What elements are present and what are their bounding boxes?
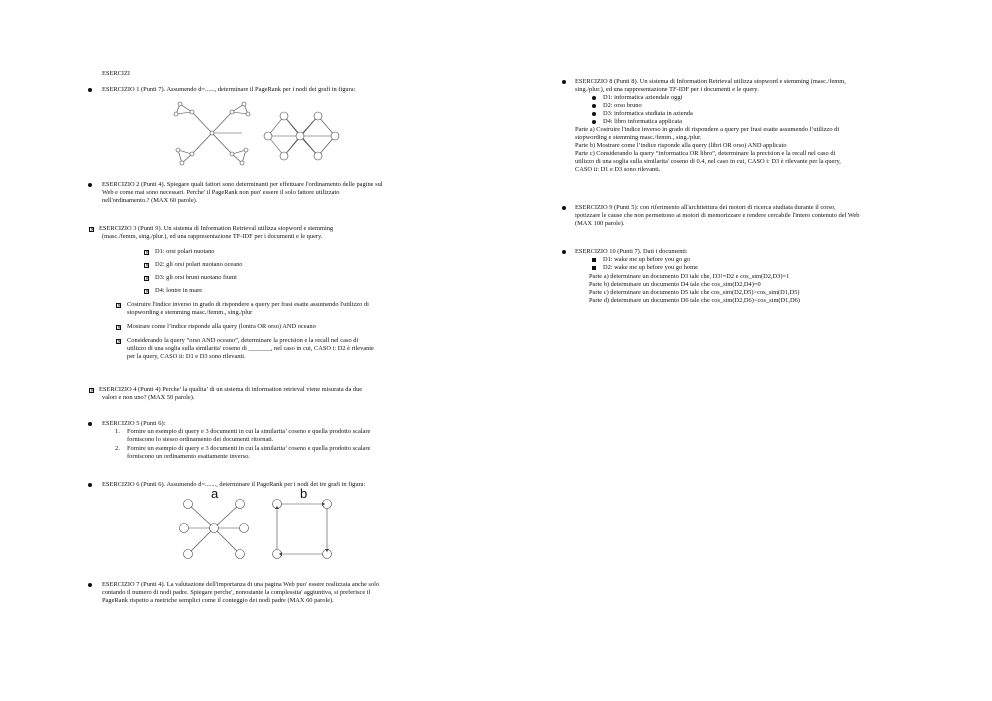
bullet-icon xyxy=(88,88,92,92)
checkbox-icon: × xyxy=(90,388,95,394)
exercise-2-line-2: Web e come mai sono necessari. Perche' il PageRank non puo' essere il solo fattore utilizzato xyxy=(102,189,340,196)
square-bullet-icon xyxy=(592,266,596,270)
square-bullet-icon xyxy=(592,258,596,262)
exercise-4-line-2: valori e non uno? (MAX 50 parole). xyxy=(102,394,195,401)
exercise-3-part-a-line-2: stopwording e stemming masc./femm., sing./plur xyxy=(127,309,253,316)
exercise-10-title: ESERCIZIO 10 (Punti 7). Dati i documenti: xyxy=(575,248,688,255)
exercise-2-line-1: ESERCIZIO 2 (Punti 4). Spiegare quali fattori sono determinanti per effettuare l'ordinamento delle pagine sul xyxy=(102,181,383,188)
exercise-3-part-a-line-1: Costruire l'indice inverso in grado di rispondere a query per frasi esatte assumendo l'utilizzo di xyxy=(127,301,369,308)
exercise-7-line-2: contando il numero di nodi padre. Spiegare perche', nonostante la complessita' aggiuntiva, si preferisce il xyxy=(102,589,371,596)
exercise-3-part-c-line-3: per la query, CASO ii: D1 e D3 sono rilevanti. xyxy=(127,353,246,360)
bullet-icon xyxy=(592,120,596,124)
bullet-icon xyxy=(88,583,92,587)
exercise-10-doc-1: D1: wake me up before you go go xyxy=(603,256,691,263)
bullet-icon xyxy=(562,80,566,84)
exercise-9-line-3: (MAX 100 parole). xyxy=(575,220,625,227)
exercise-8-line-1: ESERCIZIO 8 (Punti 8). Un sistema di Information Retrieval utilizza stopword e stemming (masc./femm, xyxy=(575,78,846,85)
exercise-5-item-1-number: 1. xyxy=(115,428,120,435)
bullet-icon xyxy=(592,112,596,116)
checkbox-icon: × xyxy=(117,303,122,309)
exercise-10-part-c: Parte c) determinare un documento D5 tale che cos_sim(D2,D5)>cos_sim(D1,D5) xyxy=(589,289,800,296)
exercise-8-part-line-3: Parte b) Mostrare come l’indice risponde alla query (libri OR orso) AND applicato xyxy=(575,142,787,149)
exercise-7-line-1: ESERCIZIO 7 (Punti 4). La valutazione dell'importanza di una pagina Web puo' essere realizzata anche solo xyxy=(102,581,380,588)
checkbox-icon: × xyxy=(145,263,150,269)
exercise-8-part-line-4: Parte c) Considerando la query “informatica OR libro”, determinare la precision e la recall nel caso di xyxy=(575,150,836,157)
exercise-1-graph-figure xyxy=(170,100,345,170)
exercise-8-doc-2: D2: orso bruno xyxy=(603,102,642,109)
checkbox-icon: × xyxy=(90,227,95,233)
exercise-3-doc-4: D4: lontre in mare xyxy=(155,287,203,294)
exercise-3-part-c-line-2: utilizzo di una soglia sulla similarita' coseno di _______, nel caso in cui, CASO i: D2 è rilevante xyxy=(127,345,374,352)
exercise-8-doc-3: D3: informatica studiata in azienda xyxy=(603,110,693,117)
exercise-3-part-b: Mostrare come l’indice risponde alla query (lontra OR orso) AND oceano xyxy=(127,323,316,330)
exercise-8-part-line-6: CASO ii: D1 e D3 sono rilevanti. xyxy=(575,166,661,173)
graph-label-a: a xyxy=(211,486,219,501)
checkbox-icon: × xyxy=(145,250,150,256)
exercise-2-line-3: nell'ordinamento.? (MAX 60 parole). xyxy=(102,197,198,204)
exercise-9-line-2: ipotizzare le cause che non permettono ai motori di memorizzare e rendere cercabile l'intero contenuto del Web xyxy=(575,212,860,219)
bullet-icon xyxy=(88,183,92,187)
bullet-icon xyxy=(592,96,596,100)
checkbox-icon: × xyxy=(117,325,122,331)
exercise-8-doc-4: D4: libro informatica applicata xyxy=(603,118,682,125)
exercise-5-item-2-line-2: forniscono un ordinamento esattamente inverso. xyxy=(127,453,250,460)
exercise-4-line-1: ESERCIZIO 4 (Punti 4) Perche’ la qualita’ di un sistema di information retrieval viene misurata da due xyxy=(99,386,363,393)
exercise-5-item-2-line-1: Fornire un esempio di query e 3 documenti in cui la similarita’ coseno e quella prodotto scalare xyxy=(127,445,371,452)
exercise-1-text: ESERCIZIO 1 (Punti 7). Assumendo d=......, determinare il PageRank per i nodi dei grafi in figura: xyxy=(102,86,356,93)
exercise-5-item-1-line-1: Fornire un esempio di query e 3 documenti in cui la similarita’ coseno e quella prodotto scalare xyxy=(127,428,371,435)
bullet-icon xyxy=(88,422,92,426)
bullet-icon xyxy=(88,483,92,487)
exercise-6-graph-figure xyxy=(178,498,338,566)
bullet-icon xyxy=(562,250,566,254)
exercise-3-doc-1: D1: orsi polari nuotano xyxy=(155,248,215,255)
exercise-5-item-2-number: 2. xyxy=(115,445,120,452)
bullet-icon xyxy=(562,206,566,210)
exercise-8-part-line-5: utilizzo di una soglia sulla similarita' coseno di 0.4, nel caso in cui, CASO i: D3 è rilevante per la query, xyxy=(575,158,841,165)
exercise-6-text: ESERCIZIO 6 (Punti 6). Assumendo d=......., determinare il PageRank per i nodi dei tre grafi in figura: xyxy=(102,481,366,488)
exercise-9-line-1: ESERCIZIO 9 (Punti 5): con riferimento all'architettura dei motori di ricerca studiata durante il corso, xyxy=(575,204,836,211)
page-title: ESERCIZI xyxy=(102,70,131,77)
exercise-3-line-1: ESERCIZIO 3 (Punti 9). Un sistema di Information Retrieval utilizza stopword e stemming xyxy=(99,225,334,232)
bullet-icon xyxy=(592,104,596,108)
exercise-8-part-line-1: Parte a) Costruire l'indice inverso in grado di rispondere a query per frasi esatte assumendo l’utilizzo di xyxy=(575,126,840,133)
exercise-10-doc-2: D2: wake me up before you go home xyxy=(603,264,698,271)
exercise-3-part-c-line-1: Considerando la query “orso AND oceano”, determinare la precision e la recall nel caso di xyxy=(127,337,359,344)
checkbox-icon: × xyxy=(117,339,122,345)
exercise-10-part-d: Parte d) determinare un documento D6 tale che cos_sim(D2,D6)<cos_sim(D1,D6) xyxy=(589,297,800,304)
exercise-5-item-1-line-2: forniscono lo stesso ordinamento dei documenti ritornati. xyxy=(127,436,274,443)
graph-label-b: b xyxy=(300,486,308,501)
exercise-8-line-2: sing./plur.), ed una rappresentazione TF-IDF per i documenti e le query. xyxy=(575,86,759,93)
checkbox-icon: × xyxy=(145,289,150,295)
checkbox-icon: × xyxy=(145,276,150,282)
exercise-10-part-b: Parte b) determinare un documento D4 tale che cos_sim(D2,D4)=0 xyxy=(589,281,761,288)
exercise-8-part-line-2: stopwording e stemming masc./femm., sing./plur. xyxy=(575,134,702,141)
exercise-3-doc-3: D3: gli orsi bruni nuotano fiumi xyxy=(155,274,237,281)
exercise-5-title: ESERCIZIO 5 (Punti 6): xyxy=(102,420,166,427)
exercise-8-doc-1: D1: informatica aziendale oggi xyxy=(603,94,683,101)
exercise-3-line-2: (masc./femm, sing./plur.), ed una rappresentazione TF-IDF per i documenti e le query. xyxy=(102,233,323,240)
exercise-7-line-3: PageRank rispetto a metriche semplici come il conteggio dei nodi padre (MAX 60 parole). xyxy=(102,597,334,604)
exercise-3-doc-2: D2: gli orsi polari nuotano oceano xyxy=(155,261,243,268)
exercise-10-part-a: Parte a) determinare un documento D3 tale che, D3!=D2 e cos_sim(D2,D3)=1 xyxy=(589,273,790,280)
